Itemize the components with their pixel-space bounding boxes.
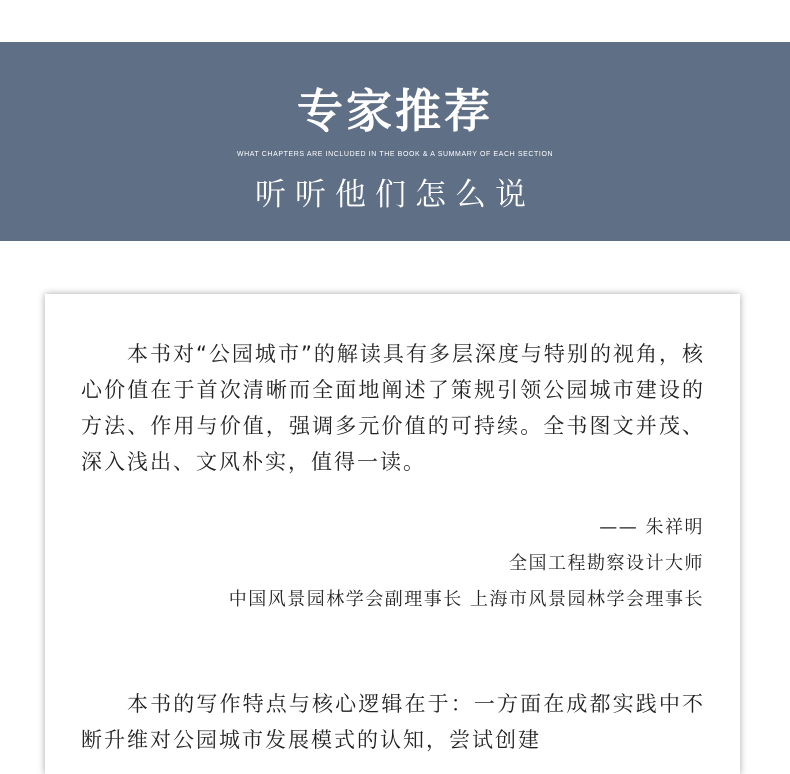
recommender-name: —— 朱祥明	[599, 517, 704, 538]
section-title: 专家推荐	[297, 84, 493, 138]
section-subtitle-english: WHAT CHAPTERS ARE INCLUDED IN THE BOOK & A SUMMARY OF EACH SECTION	[236, 151, 554, 158]
header-banner	[0, 42, 790, 241]
recommendation-card	[45, 294, 740, 774]
recommender-affiliation: 中国风景园林学会副理事长 上海市风景园林学会理事长	[228, 589, 704, 610]
recommender-title: 全国工程勘察设计大师	[509, 553, 704, 574]
section-tagline: 听听他们怎么说	[255, 177, 535, 213]
recommendation-text: 本书的写作特点与核心逻辑在于：一方面在成都实践中不断升维对公园城市发展模式的认知，尝试创建	[81, 692, 705, 752]
recommendation-text: 本书对“公园城市”的解读具有多层深度与特别的视角，核心价值在于首次清晰而全面地阐述了策规引领公园城市建设的方法、作用与价值，强调多元价值的可持续。全书图文并茂、深入浅出、文风朴实，值得一读。	[81, 342, 705, 474]
